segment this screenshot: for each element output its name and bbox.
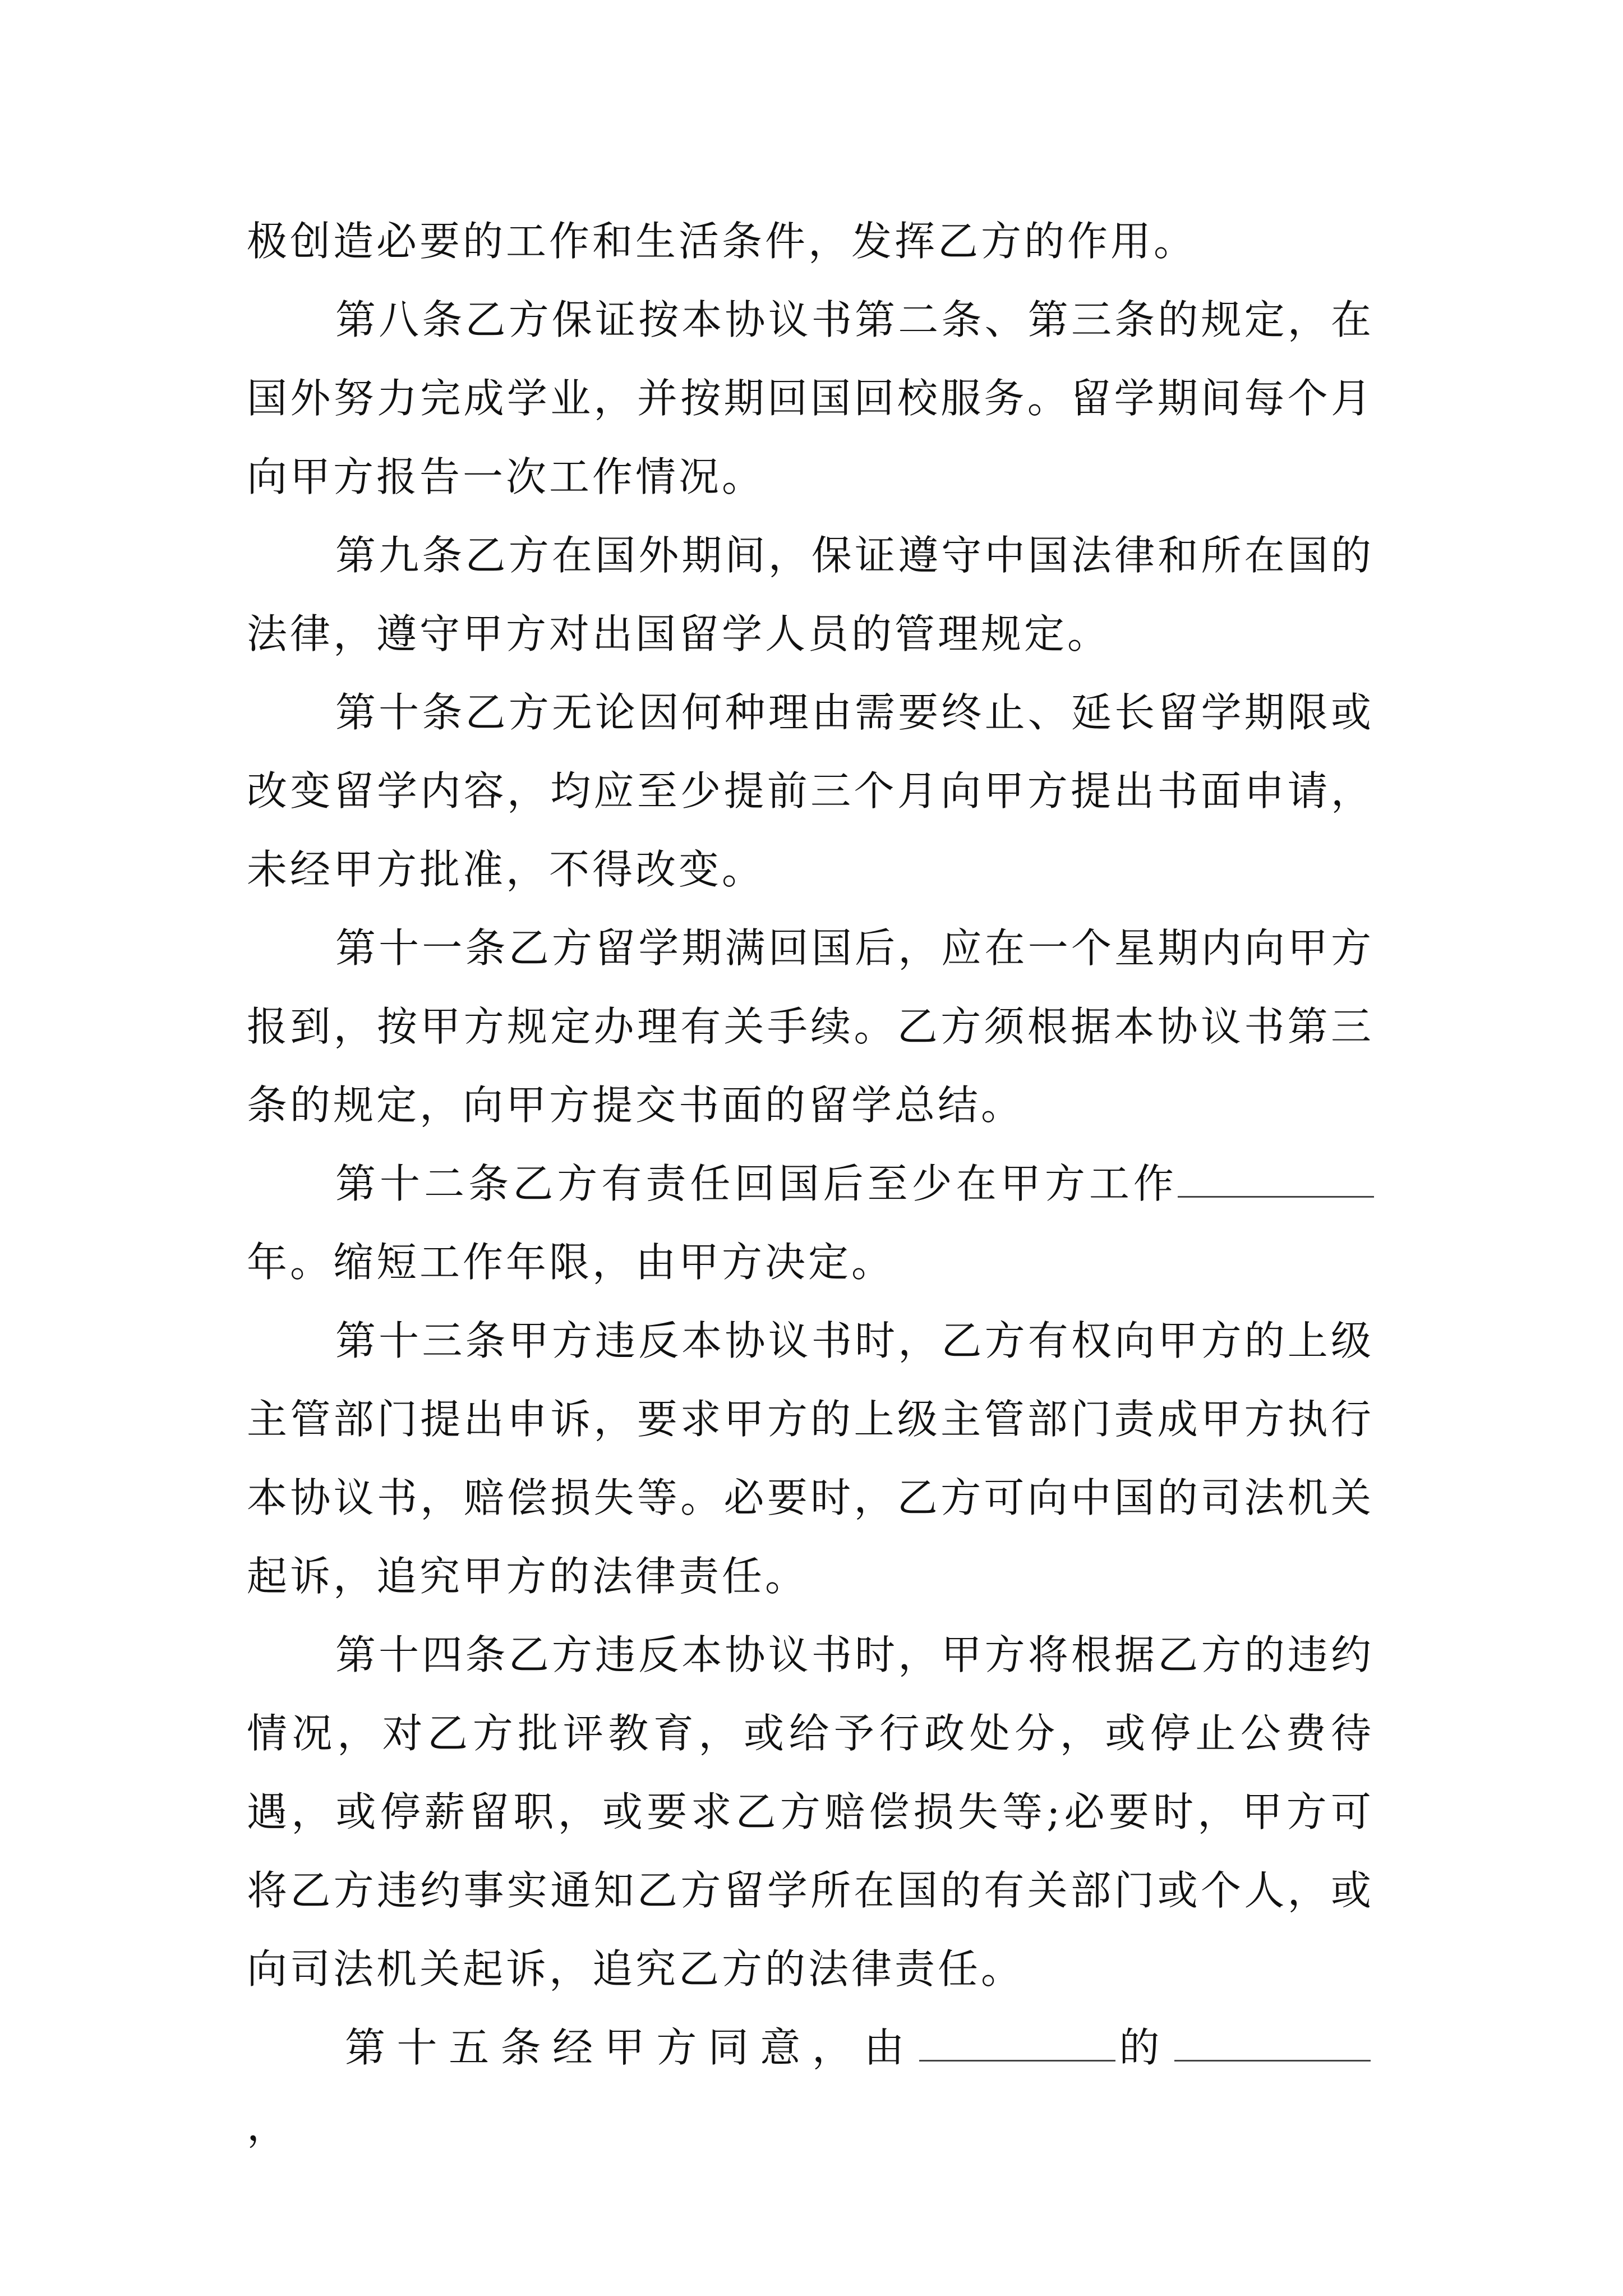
article-14: 第十四条乙方违反本协议书时，甲方将根据乙方的违约情况，对乙方批评教育，或给予行政处分，或停止公费待遇，或停薪留职，或要求乙方赔偿损失等;必要时，甲方可将乙方违约事实通知乙方留学所在国的有关部门或个人，或向司法机关起诉，追究乙方的法律责任。: [247, 1631, 1374, 1993]
article-15: [247, 2008, 1374, 2165]
article-15-text-middle: 的: [1118, 2024, 1171, 2071]
article-15-text-end: ，: [247, 2102, 299, 2150]
paragraph-continuation: 极创造必要的工作和生活条件，发挥乙方的作用。: [247, 218, 1197, 265]
article-12-text-before-blank: 第十二条乙方有责任回国后至少在甲方工作: [335, 1160, 1178, 1207]
work-years-blank: [1178, 1157, 1374, 1198]
agreement-body: [247, 202, 1374, 2165]
person-blank: [1174, 2021, 1371, 2062]
article-12: [247, 1144, 1374, 1301]
article-15-text-start: 第十五条经甲方同意，由: [345, 2024, 916, 2071]
article-11: 第十一条乙方留学期满回国后，应在一个星期内向甲方报到，按甲方规定办理有关手续。乙方须根据本协议书第三条的规定，向甲方提交书面的留学总结。: [247, 924, 1374, 1129]
article-9: 第九条乙方在国外期间，保证遵守中国法律和所在国的法律，遵守甲方对出国留学人员的管理规定。: [247, 532, 1374, 657]
article-10: 第十条乙方无论因何种理由需要终止、延长留学期限或改变留学内容，均应至少提前三个月向甲方提出书面申请，未经甲方批准，不得改变。: [247, 689, 1374, 893]
organization-blank: [919, 2021, 1115, 2062]
article-12-text-after-blank: 年。缩短工作年限，由甲方决定。: [247, 1239, 895, 1286]
article-8: 第八条乙方保证按本协议书第二条、第三条的规定，在国外努力完成学业，并按期回国回校服务。留学期间每个月向甲方报告一次工作情况。: [247, 296, 1374, 500]
article-13: 第十三条甲方违反本协议书时，乙方有权向甲方的上级主管部门提出申诉，要求甲方的上级主管部门责成甲方执行本协议书，赔偿损失等。必要时，乙方可向中国的司法机关起诉，追究甲方的法律责任。: [247, 1317, 1374, 1600]
